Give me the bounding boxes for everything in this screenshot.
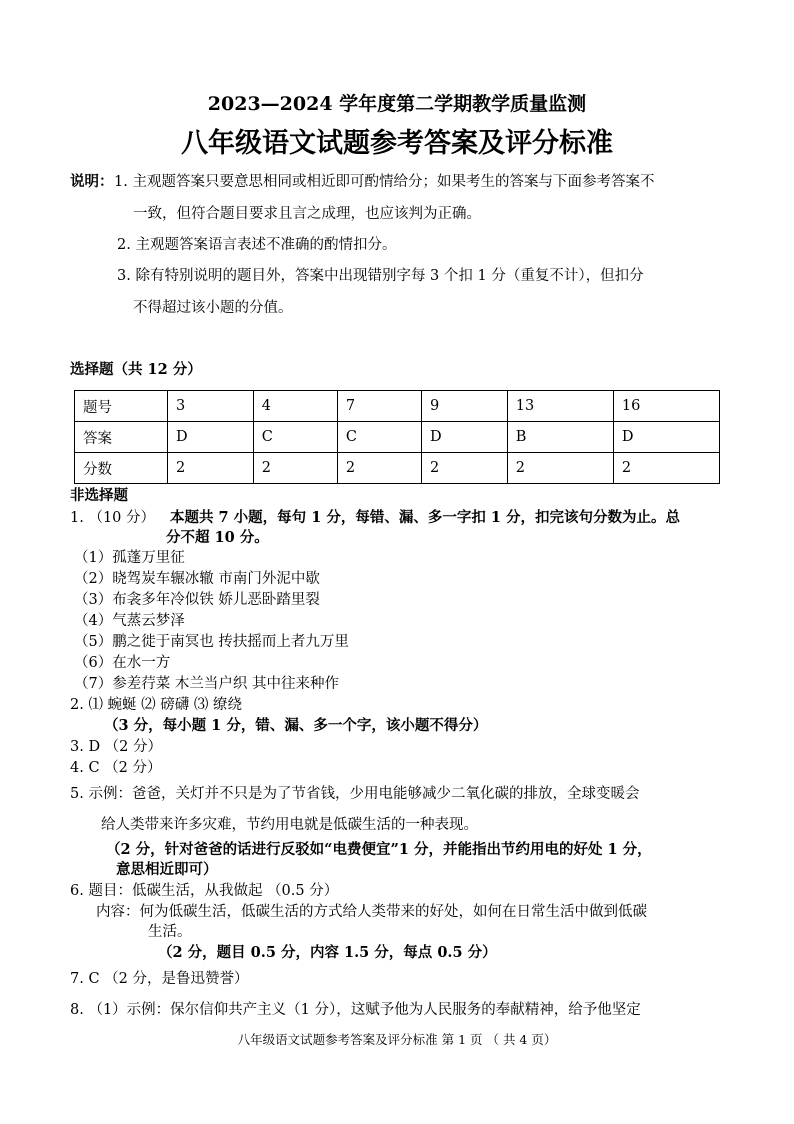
table-cell: 7 bbox=[337, 391, 421, 422]
table-cell: D bbox=[613, 422, 719, 453]
table-cell: B bbox=[507, 422, 613, 453]
table-cell: 2 bbox=[253, 453, 337, 484]
exam-title: 2023—2024 学年度第二学期教学质量监测 bbox=[207, 93, 587, 115]
q5-rule-line-1: （2 分，针对爸爸的话进行反驳如“电费便宜”1 分，并能指出节约用电的好处 1 分， bbox=[106, 841, 652, 858]
answer-table bbox=[74, 390, 720, 484]
q3-answer: 3. D （2 分） bbox=[70, 739, 163, 755]
table-row-answers bbox=[75, 422, 720, 453]
note-1-line-2: 一致，但符合题目要求且言之成理，也应该判为正确。 bbox=[133, 206, 481, 222]
note-3-line-1: 3. 除有特别说明的题目外，答案中出现错别字每 3 个扣 1 分（重复不计），但扣分 bbox=[117, 268, 644, 284]
q5-line-2: 给人类带来许多灾难，节约用电就是低碳生活的一种表现。 bbox=[101, 817, 478, 833]
q8-line-1: 8. （1）示例：保尔信仰共产主义（1 分），这赋予他为人民服务的奉献精神，给予他坚定 bbox=[70, 1002, 641, 1018]
q5-line-1: 5. 示例：爸爸，关灯并不只是为了节省钱，少用电能够减少二氧化碳的排放，全球变暖会 bbox=[70, 786, 640, 802]
q7-answer: 7. C （2 分，是鲁迅赞誉） bbox=[70, 971, 249, 987]
document-title: 八年级语文试题参考答案及评分标准 bbox=[181, 128, 613, 159]
q1-item-2: （2）晓驾炭车辗冰辙 市南门外泥中歇 bbox=[74, 571, 320, 587]
q1-item-1: （1）孤蓬万里征 bbox=[74, 550, 185, 566]
q1-rule-line-1: 本题共 7 小题，每句 1 分，每错、漏、多一字扣 1 分，扣完该句分数为止。总 bbox=[170, 509, 681, 526]
page-footer: 八年级语文试题参考答案及评分标准 第 1 页 （ 共 4 页） bbox=[237, 1032, 557, 1047]
table-cell: C bbox=[337, 422, 421, 453]
q1-item-6: （6）在水一方 bbox=[74, 655, 171, 671]
table-cell: D bbox=[422, 422, 508, 453]
table-cell: 2 bbox=[422, 453, 508, 484]
q1-item-5: （5）鹏之徙于南冥也 抟扶摇而上者九万里 bbox=[74, 634, 349, 650]
table-cell: 4 bbox=[253, 391, 337, 422]
q5-rule-line-2: 意思相近即可） bbox=[116, 861, 218, 878]
q6-rule: （2 分，题目 0.5 分，内容 1.5 分，每点 0.5 分） bbox=[158, 944, 497, 961]
nonchoice-heading: 非选择题 bbox=[70, 487, 128, 504]
q1-item-4: （4）气蒸云梦泽 bbox=[74, 613, 185, 629]
q6-content-line-1: 内容：何为低碳生活，低碳生活的方式给人类带来的好处，如何在日常生活中做到低碳 bbox=[96, 904, 647, 920]
q6-title: 6. 题目：低碳生活，从我做起 （0.5 分） bbox=[70, 883, 339, 899]
q1-item-7: （7）参差荇菜 木兰当户织 其中往来种作 bbox=[74, 676, 339, 692]
table-cell: D bbox=[168, 422, 254, 453]
table-cell: 题号 bbox=[75, 391, 168, 422]
q2-rule: （3 分，每小题 1 分，错、漏、多一个字，该小题不得分） bbox=[104, 717, 488, 734]
table-row-scores bbox=[75, 453, 720, 484]
notes-label: 说明： bbox=[70, 173, 114, 190]
table-cell: 2 bbox=[337, 453, 421, 484]
q2-answers: 2. ⑴ 蜿蜒 ⑵ 磅礴 ⑶ 缭绕 bbox=[70, 697, 242, 713]
q1-item-3: （3）布衾多年冷似铁 娇儿恶卧踏里裂 bbox=[74, 592, 320, 608]
table-cell: 2 bbox=[168, 453, 254, 484]
table-cell: 3 bbox=[168, 391, 254, 422]
q1-number: 1. （10 分） bbox=[70, 510, 156, 526]
table-cell: 答案 bbox=[75, 422, 168, 453]
note-3-line-2: 不得超过该小题的分值。 bbox=[133, 300, 293, 316]
table-cell: 2 bbox=[613, 453, 719, 484]
table-cell: C bbox=[253, 422, 337, 453]
note-2: 2. 主观题答案语言表述不准确的酌情扣分。 bbox=[117, 237, 397, 253]
q1-rule-line-2: 分不超 10 分。 bbox=[166, 529, 269, 546]
table-cell: 2 bbox=[507, 453, 613, 484]
q6-content-line-2: 生活。 bbox=[148, 924, 192, 940]
table-cell: 16 bbox=[613, 391, 719, 422]
table-cell: 13 bbox=[507, 391, 613, 422]
q4-answer: 4. C （2 分） bbox=[70, 760, 162, 776]
table-cell: 9 bbox=[422, 391, 508, 422]
note-1-line-1: 1. 主观题答案只要意思相同或相近即可酌情给分；如果考生的答案与下面参考答案不 bbox=[114, 174, 655, 190]
table-row-question-numbers bbox=[75, 391, 720, 422]
table-cell: 分数 bbox=[75, 453, 168, 484]
choice-heading: 选择题（共 12 分） bbox=[70, 361, 202, 378]
